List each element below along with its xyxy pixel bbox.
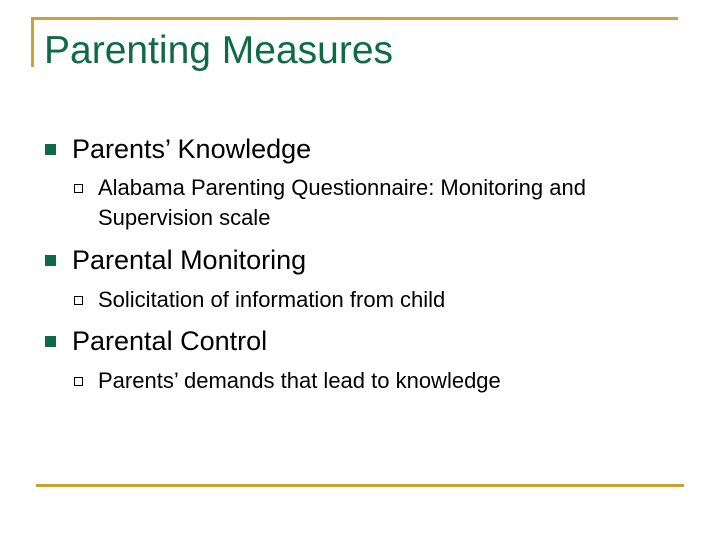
hollow-square-bullet-icon [74,296,83,305]
hollow-square-bullet-icon [74,377,83,386]
filled-square-bullet-icon [45,255,56,266]
bullet-parents-knowledge [72,133,311,165]
sub-bullet-alabama-questionnaire [98,173,688,233]
top-border-line [31,17,678,20]
slide-title: Parenting Measures [44,29,394,72]
filled-square-bullet-icon [45,336,56,347]
bullet-parental-monitoring [72,244,306,276]
sub-bullet-label: Solicitation of information from child [98,287,446,312]
left-border-line [31,17,34,67]
sub-bullet-label: Alabama Parenting Questionnaire: Monitoring and Supervision scale [98,175,586,230]
sub-bullet-parents-demands [98,366,688,396]
bullet-label: Parents’ Knowledge [72,134,312,164]
bottom-border-line [36,484,684,487]
hollow-square-bullet-icon [74,184,83,193]
bullet-label: Parental Monitoring [72,245,307,275]
bullet-parental-control [72,325,267,357]
sub-bullet-label: Parents’ demands that lead to knowledge [98,368,501,393]
sub-bullet-solicitation [98,285,688,315]
bullet-label: Parental Control [72,326,268,356]
filled-square-bullet-icon [45,144,56,155]
